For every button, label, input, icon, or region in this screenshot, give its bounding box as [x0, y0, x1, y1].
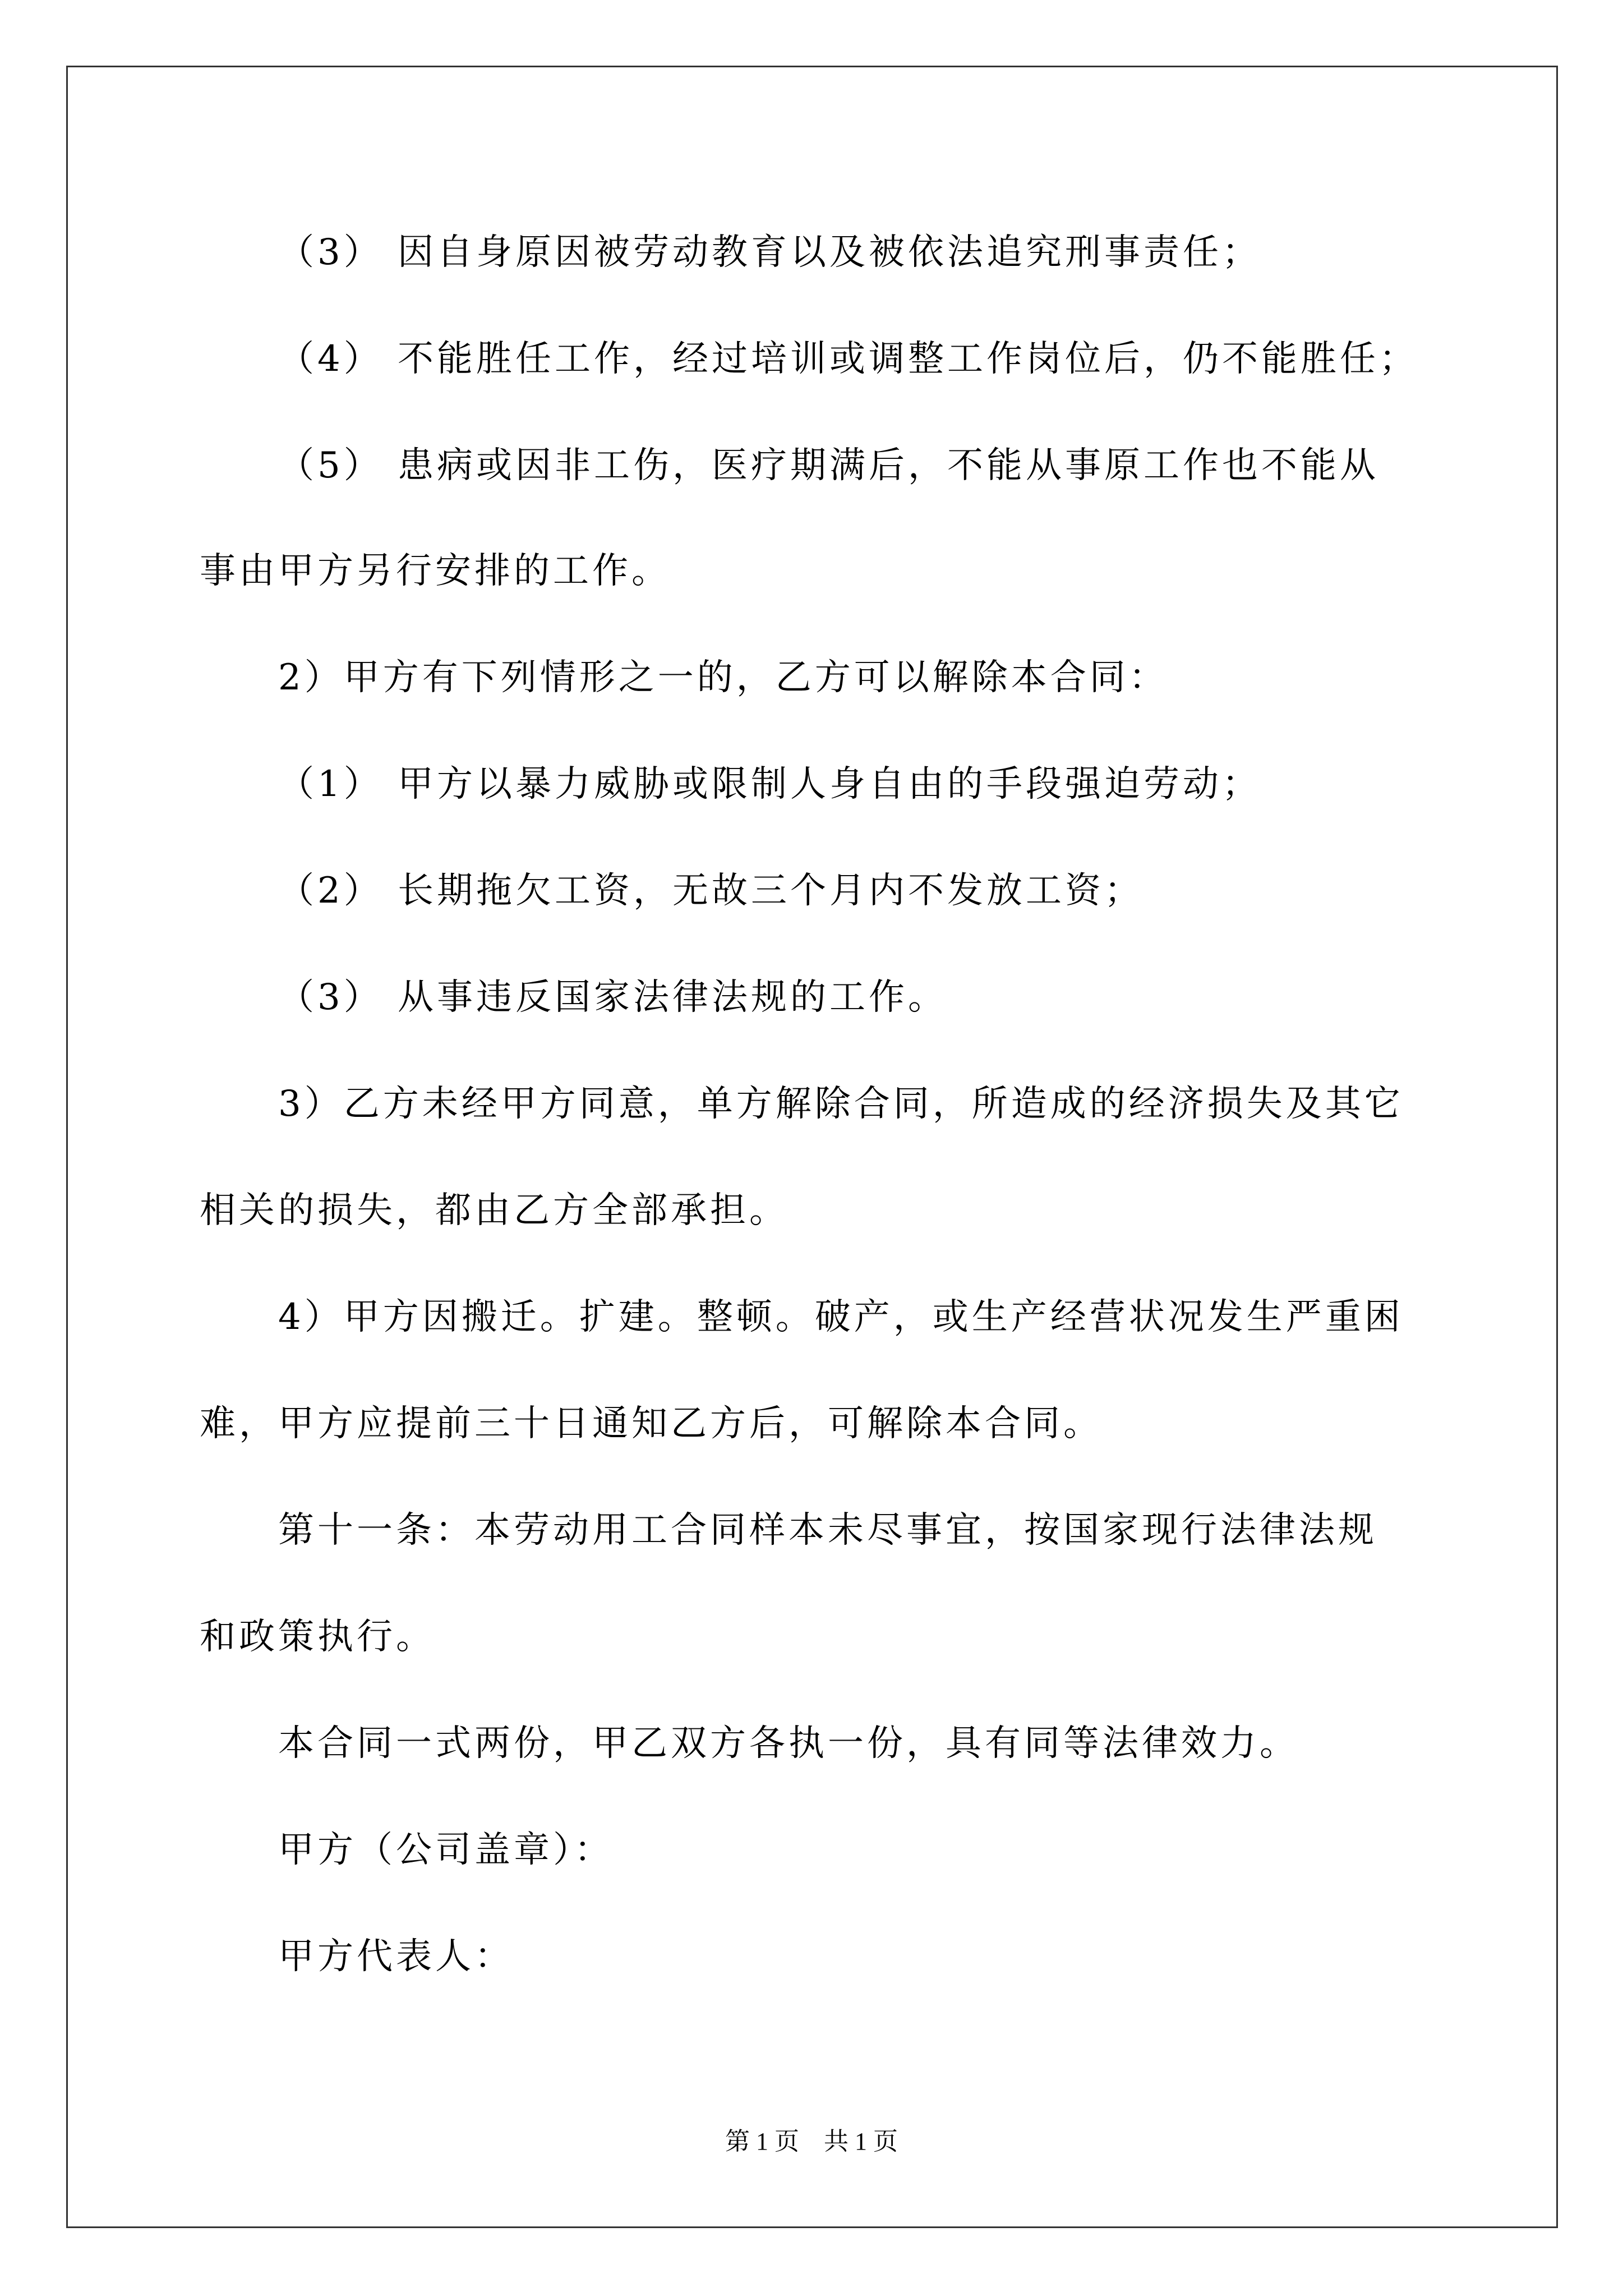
clause-line: 4）甲方因搬迁。扩建。整顿。破产，或生产经营状况发生严重困: [278, 1296, 1404, 1338]
clause-line: （2） 长期拖欠工资，无故三个月内不发放工资；: [278, 870, 1144, 912]
clause-line: 相关的损失，都由乙方全部承担。: [200, 1190, 789, 1231]
clause-line: 2）甲方有下列情形之一的，乙方可以解除本合同：: [278, 657, 1168, 698]
page-border: [66, 66, 1558, 2228]
clause-line: 第十一条：本劳动用工合同样本未尽事宜，按国家现行法律法规: [278, 1510, 1377, 1551]
clause-line: （4） 不能胜任工作，经过培训或调整工作岗位后，仍不能胜任；: [278, 338, 1419, 380]
signature-label-party-a-seal: 甲方（公司盖章）：: [278, 1829, 614, 1871]
signature-label-party-a-representative: 甲方代表人：: [278, 1936, 514, 1977]
clause-line: （3） 从事违反国家法律法规的工作。: [278, 977, 948, 1018]
clause-line: 事由甲方另行安排的工作。: [200, 550, 671, 592]
page-number: 第 1 页 共 1 页: [725, 2128, 898, 2155]
clause-line: （1） 甲方以暴力威胁或限制人身自由的手段强迫劳动；: [278, 763, 1262, 805]
clause-line: （3） 因自身原因被劳动教育以及被依法追究刑事责任；: [278, 232, 1262, 273]
clause-line: 和政策执行。: [200, 1616, 435, 1658]
clause-line: 本合同一式两份，甲乙双方各执一份，具有同等法律效力。: [278, 1723, 1299, 1764]
clause-line: 3）乙方未经甲方同意，单方解除合同，所造成的经济损失及其它: [278, 1083, 1404, 1125]
clause-line: （5） 患病或因非工伤，医疗期满后，不能从事原工作也不能从: [278, 445, 1380, 486]
clause-line: 难，甲方应提前三十日通知乙方后，可解除本合同。: [200, 1403, 1103, 1444]
